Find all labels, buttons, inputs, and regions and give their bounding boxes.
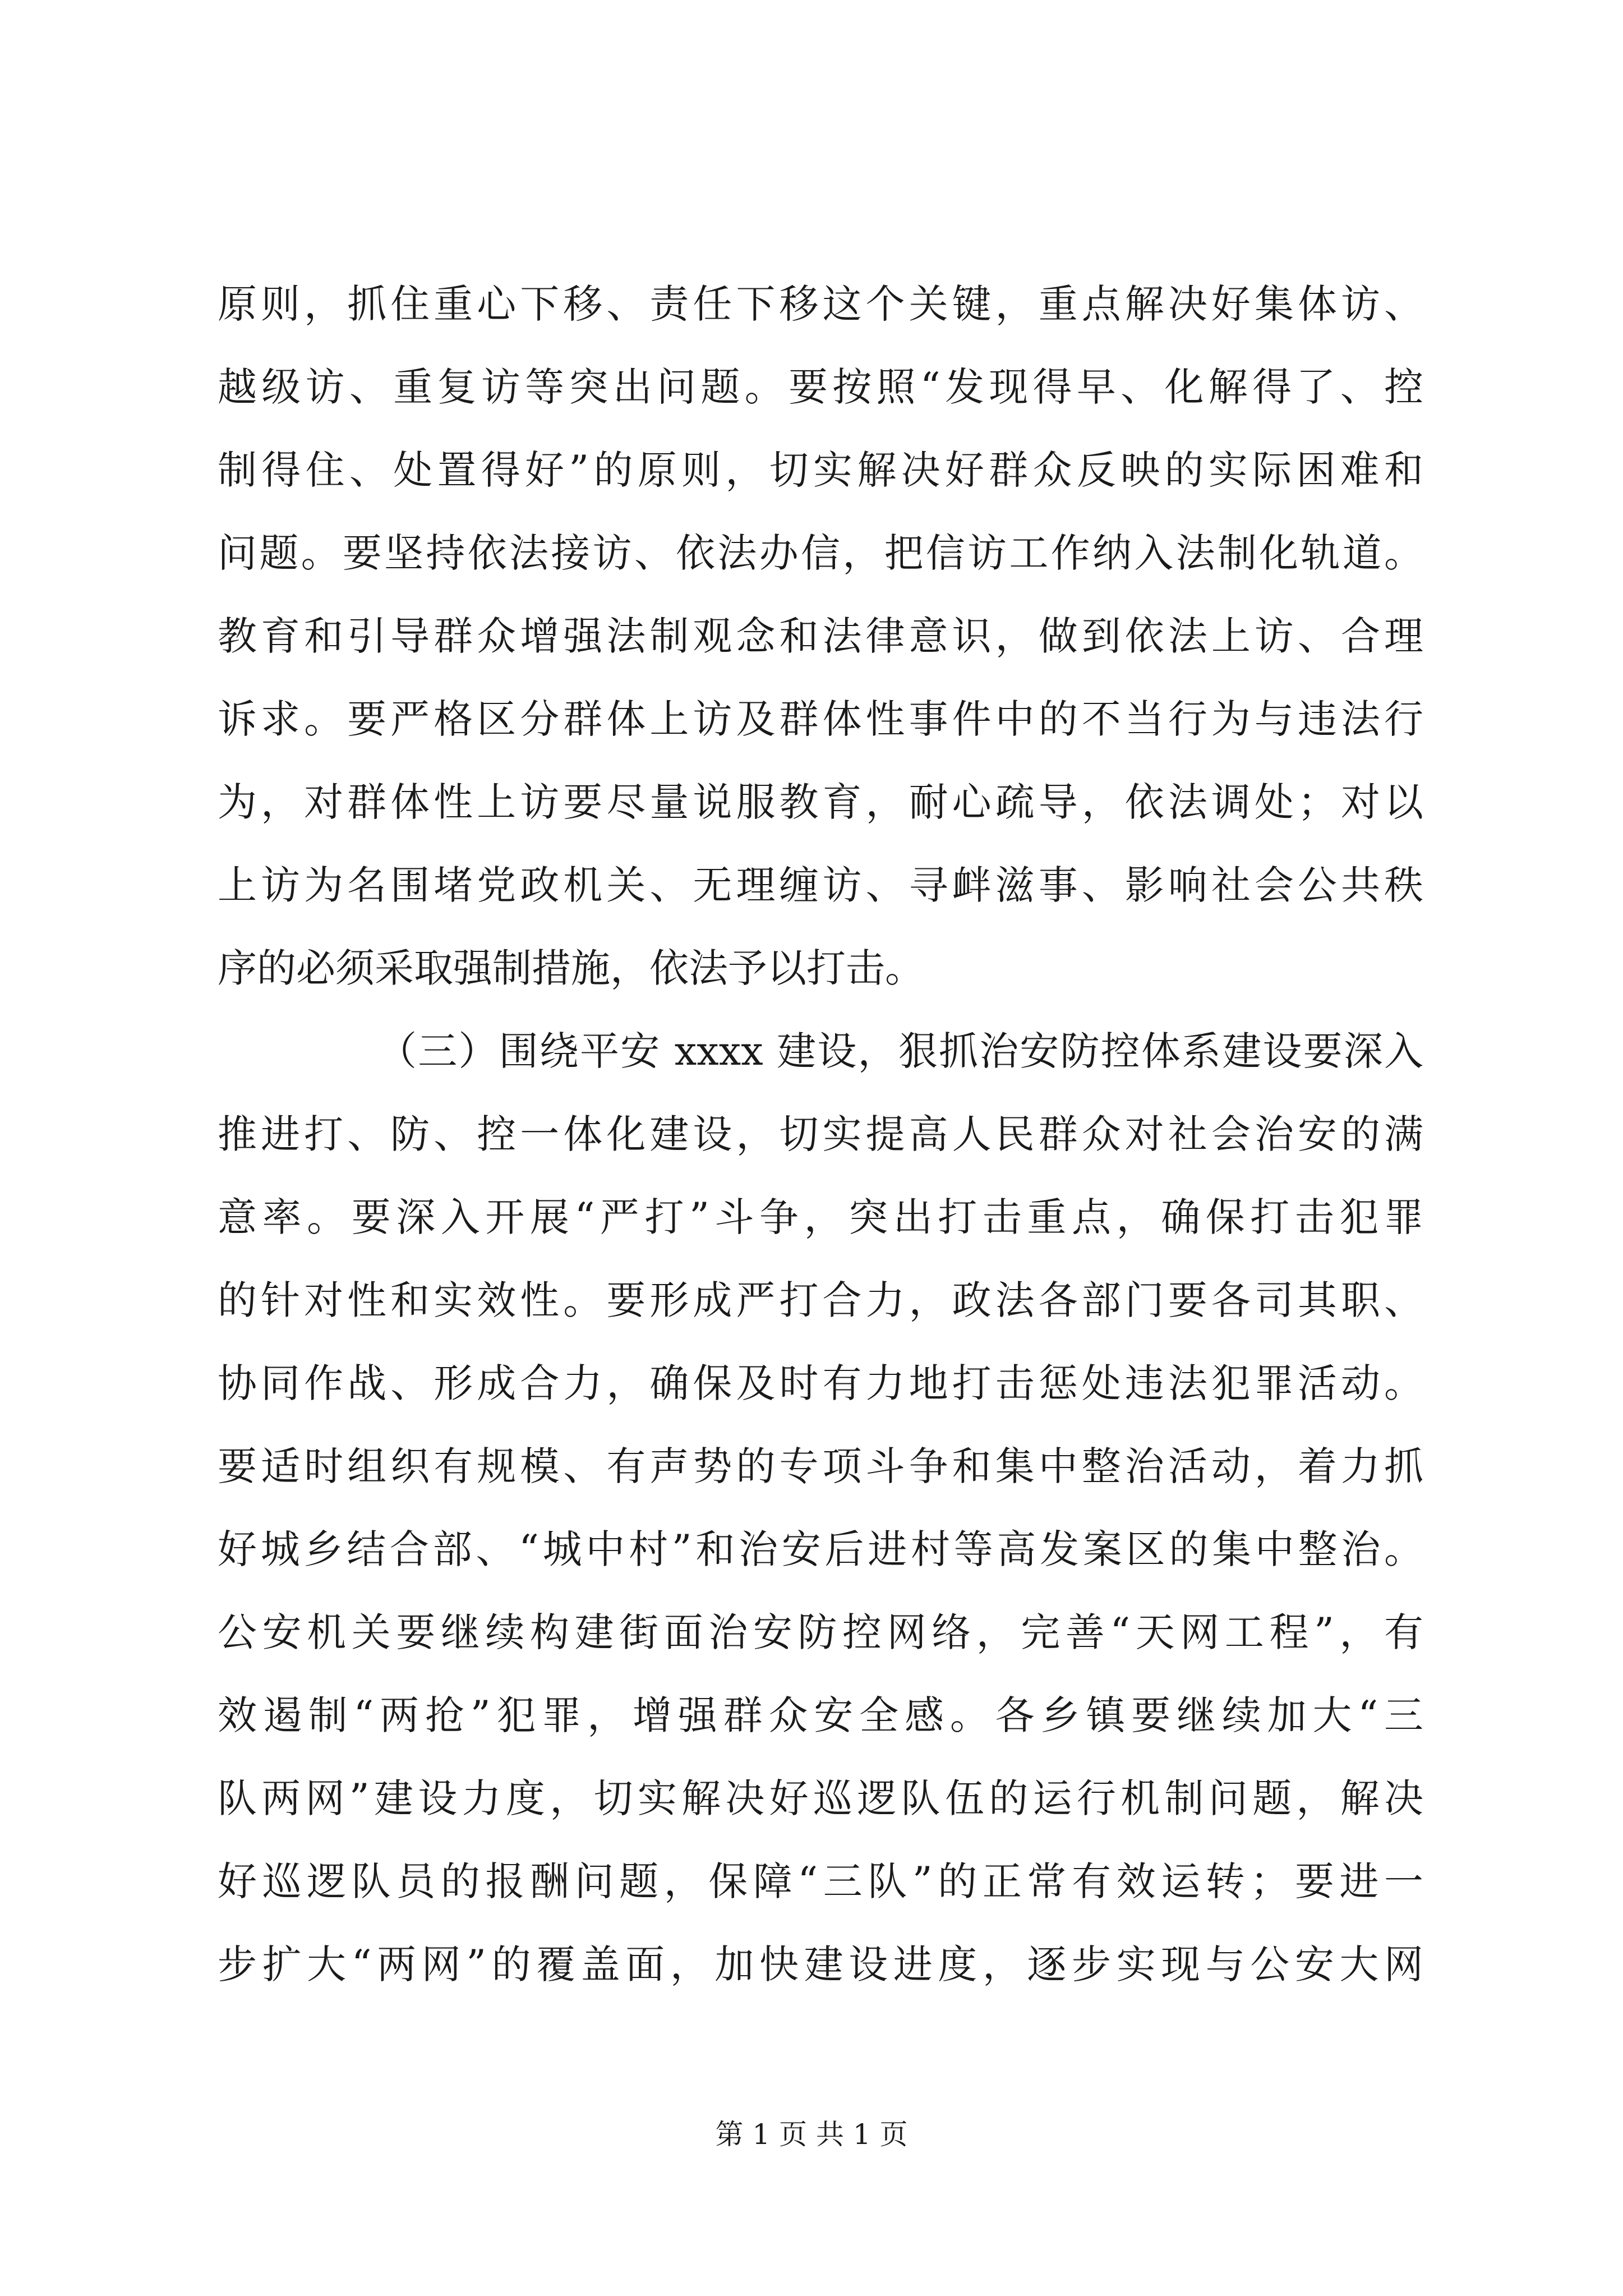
text-line: 效遏制“两抢”犯罪，增强群众安全感。各乡镇要继续加大“三 xyxy=(218,1692,1423,1738)
text-line: 好巡逻队员的报酬问题，保障“三队”的正常有效运转；要进一 xyxy=(218,1858,1423,1904)
text-line: 制得住、处置得好”的原则，切实解决好群众反映的实际困难和 xyxy=(218,447,1423,493)
text-line: 序的必须采取强制措施，依法予以打击。 xyxy=(218,945,924,991)
text-line: 诉求。要严格区分群体上访及群体性事件中的不当行为与违法行 xyxy=(218,696,1423,742)
text-line: 协同作战、形成合力，确保及时有力地打击惩处违法犯罪活动。 xyxy=(218,1360,1423,1406)
text-line: 教育和引导群众增强法制观念和法律意识，做到依法上访、合理 xyxy=(218,613,1423,659)
document-body xyxy=(218,263,1423,2006)
paragraph-2 xyxy=(218,1010,1423,2006)
text-line: 公安机关要继续构建街面治安防控网络，完善“天网工程”，有 xyxy=(218,1609,1423,1655)
text-line: 问题。要坚持依法接访、依法办信，把信访工作纳入法制化轨道。 xyxy=(218,530,1423,576)
text-line: 好城乡结合部、“城中村”和治安后进村等高发案区的集中整治。 xyxy=(218,1526,1423,1572)
text-line: 推进打、防、控一体化建设，切实提高人民群众对社会治安的满 xyxy=(218,1111,1423,1157)
text-line: （三）围绕平安 xxxx 建设，狠抓治安防控体系建设要深入 xyxy=(377,1028,1423,1074)
text-line: 为，对群体性上访要尽量说服教育，耐心疏导，依法调处；对以 xyxy=(218,779,1423,825)
text-line: 的针对性和实效性。要形成严打合力，政法各部门要各司其职、 xyxy=(218,1277,1423,1323)
text-line: 上访为名围堵党政机关、无理缠访、寻衅滋事、影响社会公共秩 xyxy=(218,862,1423,908)
page-footer: 第 1 页 共 1 页 xyxy=(715,2118,908,2151)
text-line: 队两网”建设力度，切实解决好巡逻队伍的运行机制问题，解决 xyxy=(218,1775,1423,1821)
text-line: 原则，抓住重心下移、责任下移这个关键，重点解决好集体访、 xyxy=(218,281,1423,327)
text-line: 意率。要深入开展“严打”斗争，突出打击重点，确保打击犯罪 xyxy=(218,1194,1423,1240)
text-line: 越级访、重复访等突出问题。要按照“发现得早、化解得了、控 xyxy=(218,364,1423,410)
text-line: 步扩大“两网”的覆盖面，加快建设进度，逐步实现与公安大网 xyxy=(218,1941,1423,1987)
text-line: 要适时组织有规模、有声势的专项斗争和集中整治活动，着力抓 xyxy=(218,1443,1423,1489)
paragraph-1 xyxy=(218,263,1423,1010)
